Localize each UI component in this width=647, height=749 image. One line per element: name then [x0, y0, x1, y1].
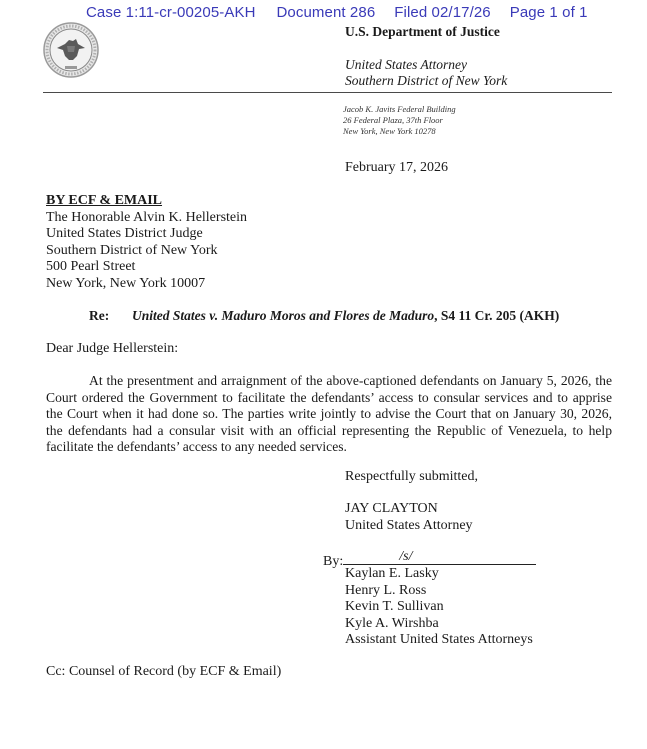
doj-seal-icon: [43, 22, 99, 78]
signer-block: [345, 501, 473, 534]
address-line: Jacob K. Javits Federal Building: [343, 104, 456, 114]
electronic-signature: /s/: [399, 549, 413, 564]
recipient-line: 500 Pearl Street: [46, 259, 136, 274]
address-line: 26 Federal Plaza, 37th Floor: [343, 115, 443, 125]
salutation: Dear Judge Hellerstein:: [46, 341, 179, 356]
attorney-name: Kevin T. Sullivan: [345, 599, 444, 614]
recipient-line: Southern District of New York: [46, 242, 218, 258]
by-label: By:: [323, 554, 344, 569]
body-paragraph: At the presentment and arraignment of the above-captioned defendants on January 5, 2026, the Court ordered the Government to facilitate the defendants’ access to consular services and to apprise the Court when it had done so. The parties write jointly to advise the Court that on January 30, 2026, the defendants had a consular visit with an official representing the Republic of Venezuela, to help facilitate the defendants’ access to any needed services.: [46, 373, 612, 454]
delivery-method: BY ECF & EMAIL: [46, 193, 163, 208]
document-number: Document 286: [276, 4, 376, 21]
cc-line: Cc: Counsel of Record (by ECF & Email): [46, 664, 282, 679]
signer-name: JAY CLAYTON: [345, 501, 438, 516]
case-number: Case 1:11-cr-00205-AKH: [86, 4, 256, 21]
attorneys-block: [345, 566, 533, 649]
recipient-block: [46, 193, 247, 292]
attorney-name: Henry L. Ross: [345, 582, 427, 598]
subject-line: [89, 308, 559, 324]
department-name: U.S. Department of Justice: [345, 24, 500, 39]
case-caption: United States v. Maduro Moros and Flores de Maduro: [132, 308, 435, 323]
office-district: Southern District of New York: [345, 73, 508, 88]
signer-title: United States Attorney: [345, 517, 473, 533]
recipient-line: New York, New York 10007: [46, 275, 206, 291]
attorney-name: Kyle A. Wirshba: [345, 615, 439, 631]
signature-blank: [343, 550, 536, 565]
office-title: United States Attorney: [345, 57, 467, 72]
attorney-name: Kaylan E. Lasky: [345, 566, 439, 581]
ecf-filing-header: [86, 4, 588, 21]
attorneys-title: Assistant United States Attorneys: [345, 632, 533, 647]
recipient-line: United States District Judge: [46, 226, 203, 241]
office-address: [343, 104, 456, 137]
letter-date: February 17, 2026: [345, 160, 449, 175]
page-indicator: Page 1 of 1: [509, 4, 588, 21]
address-line: New York, New York 10278: [343, 126, 436, 136]
filed-date: Filed 02/17/26: [394, 4, 491, 21]
docket-number: , S4 11 Cr. 205 (AKH): [434, 308, 560, 323]
letterhead-divider: [43, 92, 612, 93]
closing: Respectfully submitted,: [345, 469, 478, 484]
subject-label: Re:: [89, 308, 110, 323]
office-block: [345, 57, 507, 89]
recipient-line: The Honorable Alvin K. Hellerstein: [46, 209, 248, 225]
